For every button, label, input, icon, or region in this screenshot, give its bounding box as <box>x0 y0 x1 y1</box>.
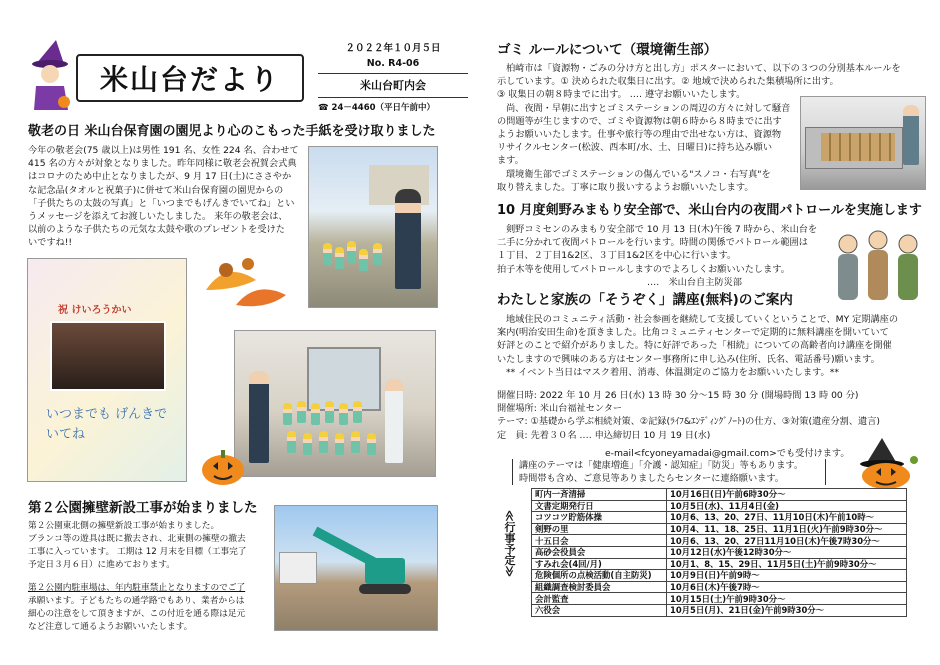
child-figure <box>319 431 328 453</box>
person-icon <box>838 235 858 300</box>
door-shape <box>307 347 381 411</box>
card-message: いつまでも げんきでいてね <box>46 407 168 442</box>
card-title: 祝 けいろうかい <box>58 305 132 316</box>
pumpkin-illustration <box>200 446 246 486</box>
schedule-time: 10月6、13、20、27日、11月10日(木)午前10時～ <box>667 512 907 524</box>
photo-kids-at-nursery <box>234 330 436 477</box>
wooden-pallets <box>821 133 895 161</box>
organization-name: 米山台町内会 <box>360 79 426 92</box>
autumn-leaves-illustration <box>196 250 296 320</box>
masthead-divider-2 <box>318 97 468 98</box>
table-row <box>532 581 907 593</box>
table-row <box>532 489 907 501</box>
halloween-pumpkin-illustration <box>852 438 922 490</box>
child-figure <box>353 401 362 423</box>
schedule-table <box>531 488 907 617</box>
schedule-time: 10月6、13、20、27日11月10日(木)午後7時30分～ <box>667 535 907 547</box>
child-figure <box>283 403 292 425</box>
seminar-note-line: 講座のテーマは「健康増進」「介護・認知症」「防災」等もあります。 <box>519 460 804 471</box>
schedule-event: コツコツ貯筋体操 <box>532 512 667 524</box>
garbage-heading: ゴミ ルールについて（環境衛生部） <box>497 42 718 58</box>
seminar-body <box>497 313 921 379</box>
garbage-line: 取り替えました。丁寧に取り扱いするようお願いいたします。 <box>497 181 754 193</box>
keiro-line: いですね!! <box>28 237 73 249</box>
schedule-time: 10月9日(日)午前9時～ <box>667 570 907 582</box>
adult-figure <box>385 379 403 463</box>
child-figure <box>347 241 356 263</box>
person-icon <box>898 235 918 300</box>
table-row <box>532 512 907 524</box>
park-line: 第２公園内駐車場は、年内駐車禁止となりますのでご了 <box>28 583 246 593</box>
schedule-event: 六役会 <box>532 604 667 616</box>
child-figure <box>335 247 344 269</box>
patrol-line: ‥‥ 米山台自主防災部 <box>647 276 742 288</box>
keiro-line: はコロナのため中止となりましたが、9 月 17 日(土)にささやか <box>28 171 292 183</box>
schedule-event: 文書定期発行日 <box>532 500 667 512</box>
keiro-line: 以前のような子供たちの元気な太鼓や歌のプレゼントを受けた <box>28 224 285 236</box>
seminar-note-line: 時間帯も含め、ご意見等ありましたらセンターに連絡願います。 <box>519 473 784 485</box>
patrol-line: 剣野コミセンのみまもり安全部で 10 月 13 日(木)午後 7 時から、米山台を <box>506 224 818 235</box>
child-figure <box>367 433 376 455</box>
keiro-line: うメッセージを添えてお渡しいたしました。 来年の敬老会は、 <box>28 211 288 223</box>
park-line: 工事に入っています。 工期は 12 月末を目標（工事完了 <box>28 547 247 557</box>
schedule-event: 高砂会役員会 <box>532 546 667 558</box>
child-figure <box>373 243 382 265</box>
table-row <box>532 570 907 582</box>
patrol-line: 二手に分かれて夜間パトロールを行います。時間の関係でパトロール範囲は <box>497 237 808 249</box>
park-body <box>28 520 272 634</box>
keiro-line: な記念品(タオルと祝菓子)に併せて米山台保育園の園児からの <box>28 184 284 196</box>
patrol-line: １丁目、２丁目1&2区、３丁目1&2区を中心に行います。 <box>497 250 737 262</box>
photo-message-card <box>27 258 187 482</box>
garbage-line: ようお願いいたします。仕事や旅行等の理由で出せない方は、資源物 <box>497 129 782 141</box>
garbage-line: 示しています。① 決められた収集日に出す。② 地域で決められた集積場所に出す。 <box>497 76 839 88</box>
schedule-event: 会計監査 <box>532 593 667 605</box>
garbage-line: の問題等が生じますので、ゴミや資源物は朝６時から８時までに出す <box>497 115 782 127</box>
keiro-body <box>28 144 304 250</box>
issue-number: No. R4-06 <box>366 58 420 69</box>
keiro-line: 「子供たちの太鼓の写真」と「いつまでもげんきでいてね」とい <box>28 197 295 209</box>
patrol-heading: 10 月度剣野みまもり安全部で、米山台内の夜間パトロールを実施します <box>497 203 922 218</box>
adult-figure <box>249 371 269 463</box>
park-line: 承願います。子どもたちの通学路でもあり、業者からは <box>28 596 245 606</box>
schedule-event: 町内一斉清掃 <box>532 489 667 501</box>
schedule-time: 10月5日(月)、21日(金)午前9時30分～ <box>667 604 907 616</box>
schedule-time: 10月16日(日)午前6時30分～ <box>667 489 907 501</box>
schedule-event: 組織調査検討委員会 <box>532 581 667 593</box>
patrol-body <box>497 223 827 289</box>
man-figure <box>395 189 421 289</box>
child-figure <box>325 401 334 423</box>
schedule-event: すみれ会(4回/月) <box>532 558 667 570</box>
schedule-time: 10月1、8、15、29日、11月5日(土)午前9時30分～ <box>667 558 907 570</box>
drum-photo <box>50 321 166 391</box>
photo-children-letter <box>308 146 438 308</box>
keiro-heading: 敬老の日 米山台保育園の園児より心のこもった手紙を受け取りました <box>28 124 436 139</box>
park-line: 第２公園東北側の擁壁新設工事が始まりました。 <box>28 521 220 531</box>
seminar-detail-line: 開催場所: 米山台福祉センター <box>497 403 623 415</box>
seminar-line: 好評とのことで紹介がありました。特に好評であった「相続」についての高齢者向け講座を開催 <box>497 340 892 352</box>
garbage-line: 尚、夜間・早朝に出すとゴミステーションの周辺の方々に対して騒音 <box>506 102 791 114</box>
excavator-tracks <box>359 584 411 594</box>
schedule-time: 10月12日(水)午後12時30分～ <box>667 546 907 558</box>
child-figure <box>311 403 320 425</box>
schedule-time: 10月4、11、18、25日、11月1日(火)午前9時30分～ <box>667 523 907 535</box>
garbage-line: ます。 <box>497 155 524 167</box>
seminar-details <box>497 389 921 442</box>
child-figure <box>335 433 344 455</box>
worker-figure <box>903 105 919 165</box>
table-row <box>532 546 907 558</box>
schedule-side-label: ≪行事予定≫ <box>503 510 516 578</box>
child-figure <box>287 431 296 453</box>
masthead-info <box>318 40 468 113</box>
garbage-line: 柏崎市は「資源物・ごみの分け方と出し方」ポスターにおいて、以下の３つの分別基本ルールを <box>506 63 901 74</box>
seminar-line: 地域住民のコミュニティ活動・社会参画を継続して支援していくということで、MY 定期講座の <box>506 314 899 325</box>
seminar-detail-line: 定 員: 先着３０名 ‥‥ 申込締切日 10 月 19 日(水) <box>497 429 711 441</box>
keiro-line: 415 名の方々が対象となりました。昨年同様に敬老会祝賀会式典 <box>28 158 297 170</box>
child-figure <box>297 401 306 423</box>
child-figure <box>303 433 312 455</box>
seminar-detail-line: テーマ: ①基礎から学ぶ相続対策、②記録(ﾗｲﾌ&ｴﾝﾃﾞｨﾝｸﾞﾉｰﾄ)の仕方、③対策(遺産分割、遺言) <box>497 416 880 428</box>
park-line <box>28 572 272 582</box>
person-icon <box>868 231 888 300</box>
park-line: ブランコ等の遊具は既に撤去され、北東側の擁壁の撤去 <box>28 534 246 544</box>
schedule-time: 10月5日(水)、11月4日(金) <box>667 500 907 512</box>
table-row <box>532 558 907 570</box>
issue-date: ２０２２年１０月５日 <box>345 43 441 54</box>
seminar-detail-line: 開催日時: 2022 年 10 月 26 日(水) 13 時 30 分～15 時 30 分 (開場時間 13 時 00 分) <box>497 390 859 401</box>
seminar-note <box>512 459 826 485</box>
house-shape <box>279 552 317 584</box>
patrol-line: 拍子木等を使用してパトロールしますのでよろしくお願いいたします。 <box>497 263 790 275</box>
child-figure <box>339 403 348 425</box>
seminar-email: e-mail<fcyoneyamadai@gmail.com>でも受付けます。 <box>605 448 850 459</box>
park-line: など注意して通るようお願いいたします。 <box>28 622 193 632</box>
table-row <box>532 604 907 616</box>
schedule-event: 剣野の里 <box>532 523 667 535</box>
table-row <box>532 593 907 605</box>
garbage-line: 環境衛生部でゴミステーションの傷んでいる"スノコ・右写真"を <box>506 168 771 180</box>
masthead-title-box <box>76 54 304 102</box>
photo-sunoko-truck <box>800 96 926 190</box>
masthead-divider <box>318 73 468 74</box>
child-figure <box>323 243 332 265</box>
patrol-people-illustration <box>832 222 924 310</box>
child-figure <box>351 431 360 453</box>
park-line: 予定日３月６日）に進めております。 <box>28 560 175 570</box>
schedule-event: 十五日会 <box>532 535 667 547</box>
garbage-line: ③ 収集日の朝８時までに出す。 ‥‥ 遵守お願いいたします。 <box>497 89 746 101</box>
witch-illustration <box>30 38 72 114</box>
park-line: 細心の注意をして頂きますが、この付近を通る際は足元 <box>28 609 246 619</box>
photo-construction-site <box>274 505 438 631</box>
seminar-heading: わたしと家族の「そうぞく」講座(無料)のご案内 <box>497 292 793 308</box>
schedule-time: 10月6日(木)午後7時～ <box>667 581 907 593</box>
table-row <box>532 535 907 547</box>
keiro-line: 今年の敬老会(75 歳以上)は男性 191 名、女性 224 名、合わせて <box>28 145 299 156</box>
seminar-line: ** イベント当日はマスク着用、消毒、体温測定のご協力をお願いいたします。** <box>506 366 839 378</box>
table-row <box>532 523 907 535</box>
seminar-line: いたしますので興味のある方はセンター事務所に申し込み(住所、氏名、電話番号)願います。 <box>497 353 880 365</box>
phone-number: ☎ 24－4460（平日午前中） <box>318 103 436 113</box>
child-figure <box>359 249 368 271</box>
schedule-time: 10月15日(土)午前9時30分～ <box>667 593 907 605</box>
excavator-body <box>365 558 405 584</box>
seminar-line: 案内(明治安田生命)を頂きました。比角コミュニティセンターで定期的に無料講座を開いていて <box>497 327 889 339</box>
garbage-line: リサイクルセンター(松波、西本町/水、土、日曜日)に持ち込み願い <box>497 142 773 154</box>
table-row <box>532 500 907 512</box>
schedule-event: 危険個所の点検活動(自主防災) <box>532 570 667 582</box>
masthead-title: 米山台だより <box>99 63 280 96</box>
park-heading: 第２公園擁壁新設工事が始まりました <box>28 500 258 516</box>
